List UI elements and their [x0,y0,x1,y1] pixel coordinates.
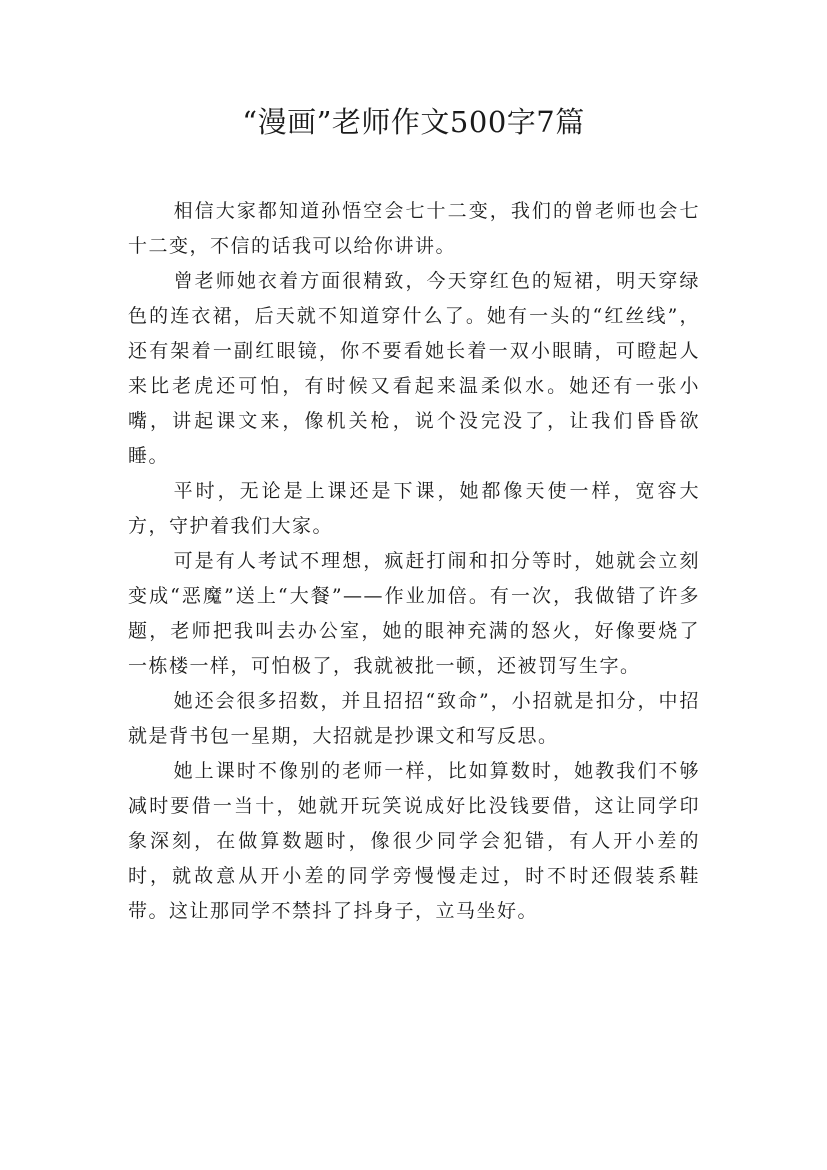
document-body [128,194,700,929]
paragraph: 她上课时不像别的老师一样，比如算数时，她教我们不够减时要借一当十，她就开玩笑说成好比没钱要借，这让同学印象深刻，在做算数题时，像很少同学会犯错，有人开小差的时，就故意从开小差的同学旁慢慢走过，时不时还假装系鞋带。这让那同学不禁抖了抖身子，立马坐好。 [128,760,700,922]
document-title: “漫画”老师作文500字7篇 [242,105,585,139]
paragraph: 她还会很多招数，并且招招“致命”，小招就是扣分，中招就是背书包一星期，大招就是抄课文和写反思。 [128,690,700,747]
paragraph: 相信大家都知道孙悟空会七十二变，我们的曾老师也会七十二变，不信的话我可以给你讲讲。 [128,200,700,257]
paragraph: 曾老师她衣着方面很精致，今天穿红色的短裙，明天穿绿色的连衣裙，后天就不知道穿什么了。她有一头的“红丝线”，还有架着一副红眼镜，你不要看她长着一双小眼睛，可瞪起人来比老虎还可怕，有时候又看起来温柔似水。她还有一张小嘴，讲起课文来，像机关枪，说个没完没了，让我们昏昏欲睡。 [128,270,700,467]
paragraph: 可是有人考试不理想，疯赶打闹和扣分等时，她就会立刻变成“恶魔”送上“大餐”——作业加倍。有一次，我做错了许多题，老师把我叫去办公室，她的眼神充满的怒火，好像要烧了一栋楼一样，可怕极了，我就被批一顿，还被罚写生字。 [128,550,700,677]
paragraph: 平时，无论是上课还是下课，她都像天使一样，宽容大方，守护着我们大家。 [128,480,700,537]
